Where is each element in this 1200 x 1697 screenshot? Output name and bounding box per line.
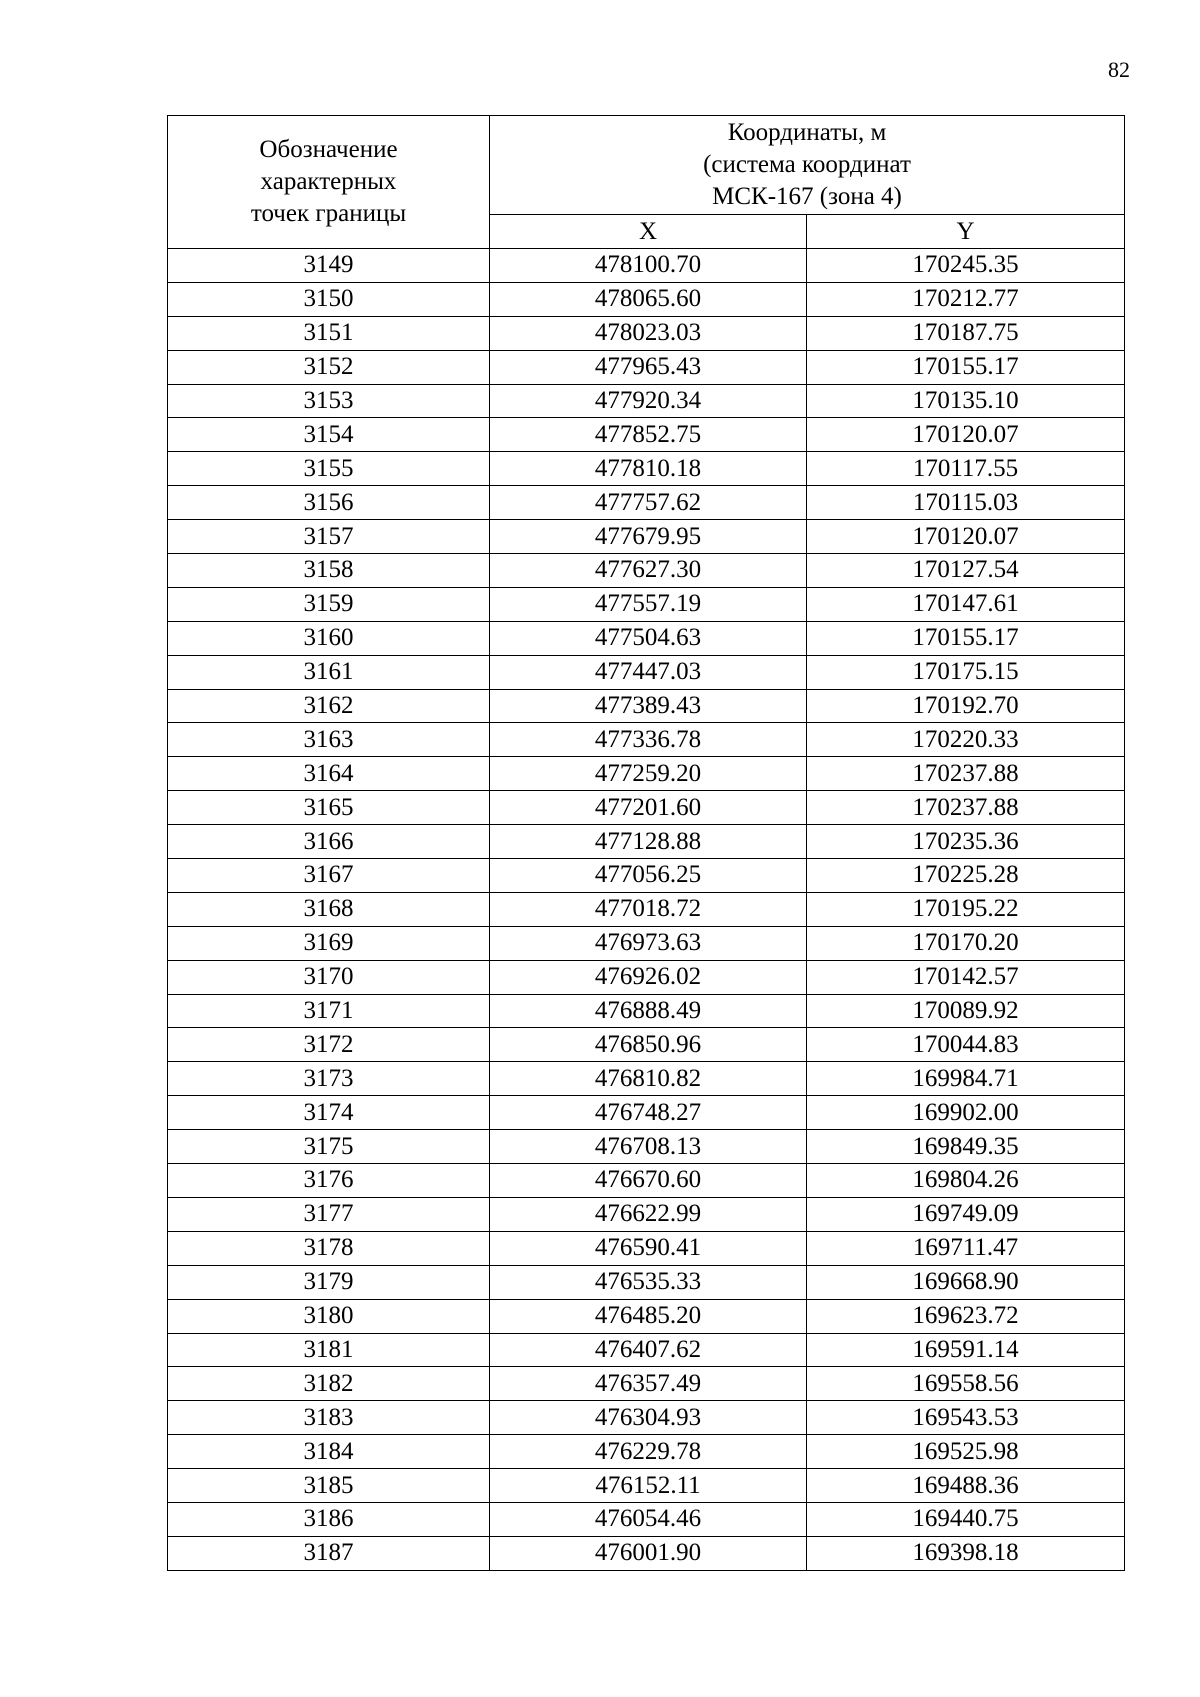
x-coordinate-cell: 476152.11 (490, 1469, 807, 1503)
header-x: X (490, 215, 807, 249)
header-point-designation (168, 116, 490, 249)
x-coordinate-cell: 476973.63 (490, 926, 807, 960)
point-id-cell: 3176 (168, 1164, 490, 1198)
table-row (168, 1333, 1125, 1367)
table-row (168, 486, 1125, 520)
table-row (168, 249, 1125, 283)
point-id-cell: 3158 (168, 554, 490, 588)
y-coordinate-cell: 170155.17 (807, 350, 1125, 384)
y-coordinate-cell: 170044.83 (807, 1028, 1125, 1062)
y-coordinate-cell: 170089.92 (807, 994, 1125, 1028)
header-point-line-1: Обозначение (259, 136, 398, 163)
table-row (168, 282, 1125, 316)
point-id-cell: 3170 (168, 960, 490, 994)
x-coordinate-cell: 477627.30 (490, 554, 807, 588)
table-row (168, 825, 1125, 859)
table-row (168, 350, 1125, 384)
table-row (168, 1401, 1125, 1435)
table-row (168, 1164, 1125, 1198)
y-coordinate-cell: 169543.53 (807, 1401, 1125, 1435)
y-coordinate-cell: 169558.56 (807, 1367, 1125, 1401)
table-row (168, 655, 1125, 689)
table-row (168, 994, 1125, 1028)
x-coordinate-cell: 477259.20 (490, 757, 807, 791)
x-coordinate-cell: 478065.60 (490, 282, 807, 316)
x-coordinate-cell: 477389.43 (490, 689, 807, 723)
y-coordinate-cell: 169849.35 (807, 1130, 1125, 1164)
header-coords-line-1: Координаты, м (727, 119, 887, 146)
y-coordinate-cell: 169398.18 (807, 1536, 1125, 1570)
y-coordinate-cell: 169440.75 (807, 1502, 1125, 1536)
point-id-cell: 3180 (168, 1299, 490, 1333)
x-coordinate-cell: 476054.46 (490, 1502, 807, 1536)
x-coordinate-cell: 476810.82 (490, 1062, 807, 1096)
table-row (168, 452, 1125, 486)
point-id-cell: 3163 (168, 723, 490, 757)
point-id-cell: 3169 (168, 926, 490, 960)
y-coordinate-cell: 170175.15 (807, 655, 1125, 689)
y-coordinate-cell: 169984.71 (807, 1062, 1125, 1096)
y-coordinate-cell: 170120.07 (807, 520, 1125, 554)
x-coordinate-cell: 477810.18 (490, 452, 807, 486)
point-id-cell: 3187 (168, 1536, 490, 1570)
x-coordinate-cell: 477757.62 (490, 486, 807, 520)
y-coordinate-cell: 169591.14 (807, 1333, 1125, 1367)
x-coordinate-cell: 477336.78 (490, 723, 807, 757)
y-coordinate-cell: 169668.90 (807, 1265, 1125, 1299)
table-row (168, 1469, 1125, 1503)
y-coordinate-cell: 170192.70 (807, 689, 1125, 723)
table-header (168, 116, 1125, 249)
point-id-cell: 3172 (168, 1028, 490, 1062)
y-coordinate-cell: 170155.17 (807, 621, 1125, 655)
y-coordinate-cell: 169902.00 (807, 1096, 1125, 1130)
point-id-cell: 3153 (168, 384, 490, 418)
x-coordinate-cell: 478100.70 (490, 249, 807, 283)
point-id-cell: 3164 (168, 757, 490, 791)
table-row (168, 1028, 1125, 1062)
y-coordinate-cell: 170225.28 (807, 859, 1125, 893)
header-coords-line-2: (система координат (703, 151, 911, 178)
x-coordinate-cell: 478023.03 (490, 316, 807, 350)
x-coordinate-cell: 477557.19 (490, 587, 807, 621)
point-id-cell: 3160 (168, 621, 490, 655)
point-id-cell: 3155 (168, 452, 490, 486)
header-y: Y (807, 215, 1125, 249)
table-body (168, 249, 1125, 1571)
point-id-cell: 3162 (168, 689, 490, 723)
table-row (168, 1367, 1125, 1401)
x-coordinate-cell: 476304.93 (490, 1401, 807, 1435)
x-coordinate-cell: 477056.25 (490, 859, 807, 893)
table-row (168, 418, 1125, 452)
point-id-cell: 3173 (168, 1062, 490, 1096)
x-coordinate-cell: 476708.13 (490, 1130, 807, 1164)
point-id-cell: 3185 (168, 1469, 490, 1503)
table-row (168, 384, 1125, 418)
y-coordinate-cell: 170235.36 (807, 825, 1125, 859)
y-coordinate-cell: 170170.20 (807, 926, 1125, 960)
x-coordinate-cell: 476670.60 (490, 1164, 807, 1198)
point-id-cell: 3156 (168, 486, 490, 520)
y-coordinate-cell: 170117.55 (807, 452, 1125, 486)
point-id-cell: 3186 (168, 1502, 490, 1536)
table-row (168, 1096, 1125, 1130)
y-coordinate-cell: 169804.26 (807, 1164, 1125, 1198)
point-id-cell: 3177 (168, 1197, 490, 1231)
point-id-cell: 3165 (168, 791, 490, 825)
y-coordinate-cell: 170135.10 (807, 384, 1125, 418)
point-id-cell: 3182 (168, 1367, 490, 1401)
x-coordinate-cell: 477965.43 (490, 350, 807, 384)
point-id-cell: 3159 (168, 587, 490, 621)
point-id-cell: 3150 (168, 282, 490, 316)
x-coordinate-cell: 477852.75 (490, 418, 807, 452)
table-row (168, 1502, 1125, 1536)
y-coordinate-cell: 169711.47 (807, 1231, 1125, 1265)
x-coordinate-cell: 476229.78 (490, 1435, 807, 1469)
y-coordinate-cell: 170195.22 (807, 892, 1125, 926)
point-id-cell: 3168 (168, 892, 490, 926)
y-coordinate-cell: 169623.72 (807, 1299, 1125, 1333)
table-row (168, 587, 1125, 621)
point-id-cell: 3175 (168, 1130, 490, 1164)
y-coordinate-cell: 170220.33 (807, 723, 1125, 757)
y-coordinate-cell: 170115.03 (807, 486, 1125, 520)
table-row (168, 859, 1125, 893)
table-row (168, 1435, 1125, 1469)
x-coordinate-cell: 476850.96 (490, 1028, 807, 1062)
table-row (168, 689, 1125, 723)
table-row (168, 960, 1125, 994)
x-coordinate-cell: 477447.03 (490, 655, 807, 689)
point-id-cell: 3179 (168, 1265, 490, 1299)
point-id-cell: 3174 (168, 1096, 490, 1130)
y-coordinate-cell: 170120.07 (807, 418, 1125, 452)
table-row (168, 791, 1125, 825)
x-coordinate-cell: 477018.72 (490, 892, 807, 926)
table-row (168, 1299, 1125, 1333)
point-id-cell: 3178 (168, 1231, 490, 1265)
coordinates-table (167, 115, 1125, 1571)
x-coordinate-cell: 477679.95 (490, 520, 807, 554)
y-coordinate-cell: 170237.88 (807, 791, 1125, 825)
x-coordinate-cell: 476622.99 (490, 1197, 807, 1231)
y-coordinate-cell: 170245.35 (807, 249, 1125, 283)
table-row (168, 316, 1125, 350)
point-id-cell: 3181 (168, 1333, 490, 1367)
y-coordinate-cell: 169749.09 (807, 1197, 1125, 1231)
table-row (168, 1130, 1125, 1164)
table-row (168, 1265, 1125, 1299)
header-coordinates (490, 116, 1125, 215)
x-coordinate-cell: 476590.41 (490, 1231, 807, 1265)
point-id-cell: 3184 (168, 1435, 490, 1469)
x-coordinate-cell: 476535.33 (490, 1265, 807, 1299)
table-row (168, 892, 1125, 926)
point-id-cell: 3183 (168, 1401, 490, 1435)
point-id-cell: 3154 (168, 418, 490, 452)
x-coordinate-cell: 476357.49 (490, 1367, 807, 1401)
x-coordinate-cell: 477504.63 (490, 621, 807, 655)
x-coordinate-cell: 476926.02 (490, 960, 807, 994)
y-coordinate-cell: 170212.77 (807, 282, 1125, 316)
table-row (168, 520, 1125, 554)
x-coordinate-cell: 477201.60 (490, 791, 807, 825)
x-coordinate-cell: 477920.34 (490, 384, 807, 418)
header-point-line-3: точек границы (250, 200, 407, 227)
x-coordinate-cell: 476748.27 (490, 1096, 807, 1130)
y-coordinate-cell: 170237.88 (807, 757, 1125, 791)
table-row (168, 1062, 1125, 1096)
table-row (168, 554, 1125, 588)
x-coordinate-cell: 476001.90 (490, 1536, 807, 1570)
point-id-cell: 3167 (168, 859, 490, 893)
table-row (168, 621, 1125, 655)
y-coordinate-cell: 170187.75 (807, 316, 1125, 350)
table-row (168, 757, 1125, 791)
point-id-cell: 3152 (168, 350, 490, 384)
header-coords-line-3: МСК-167 (зона 4) (712, 183, 902, 210)
point-id-cell: 3171 (168, 994, 490, 1028)
point-id-cell: 3161 (168, 655, 490, 689)
point-id-cell: 3157 (168, 520, 490, 554)
x-coordinate-cell: 476888.49 (490, 994, 807, 1028)
y-coordinate-cell: 169488.36 (807, 1469, 1125, 1503)
table-row (168, 723, 1125, 757)
x-coordinate-cell: 476407.62 (490, 1333, 807, 1367)
y-coordinate-cell: 170142.57 (807, 960, 1125, 994)
table-row (168, 926, 1125, 960)
y-coordinate-cell: 169525.98 (807, 1435, 1125, 1469)
y-coordinate-cell: 170127.54 (807, 554, 1125, 588)
y-coordinate-cell: 170147.61 (807, 587, 1125, 621)
point-id-cell: 3166 (168, 825, 490, 859)
x-coordinate-cell: 477128.88 (490, 825, 807, 859)
table-row (168, 1536, 1125, 1570)
x-coordinate-cell: 476485.20 (490, 1299, 807, 1333)
point-id-cell: 3149 (168, 249, 490, 283)
point-id-cell: 3151 (168, 316, 490, 350)
table-row (168, 1231, 1125, 1265)
table-row (168, 1197, 1125, 1231)
page-number: 82 (1108, 57, 1130, 82)
header-point-line-2: характерных (260, 168, 397, 195)
